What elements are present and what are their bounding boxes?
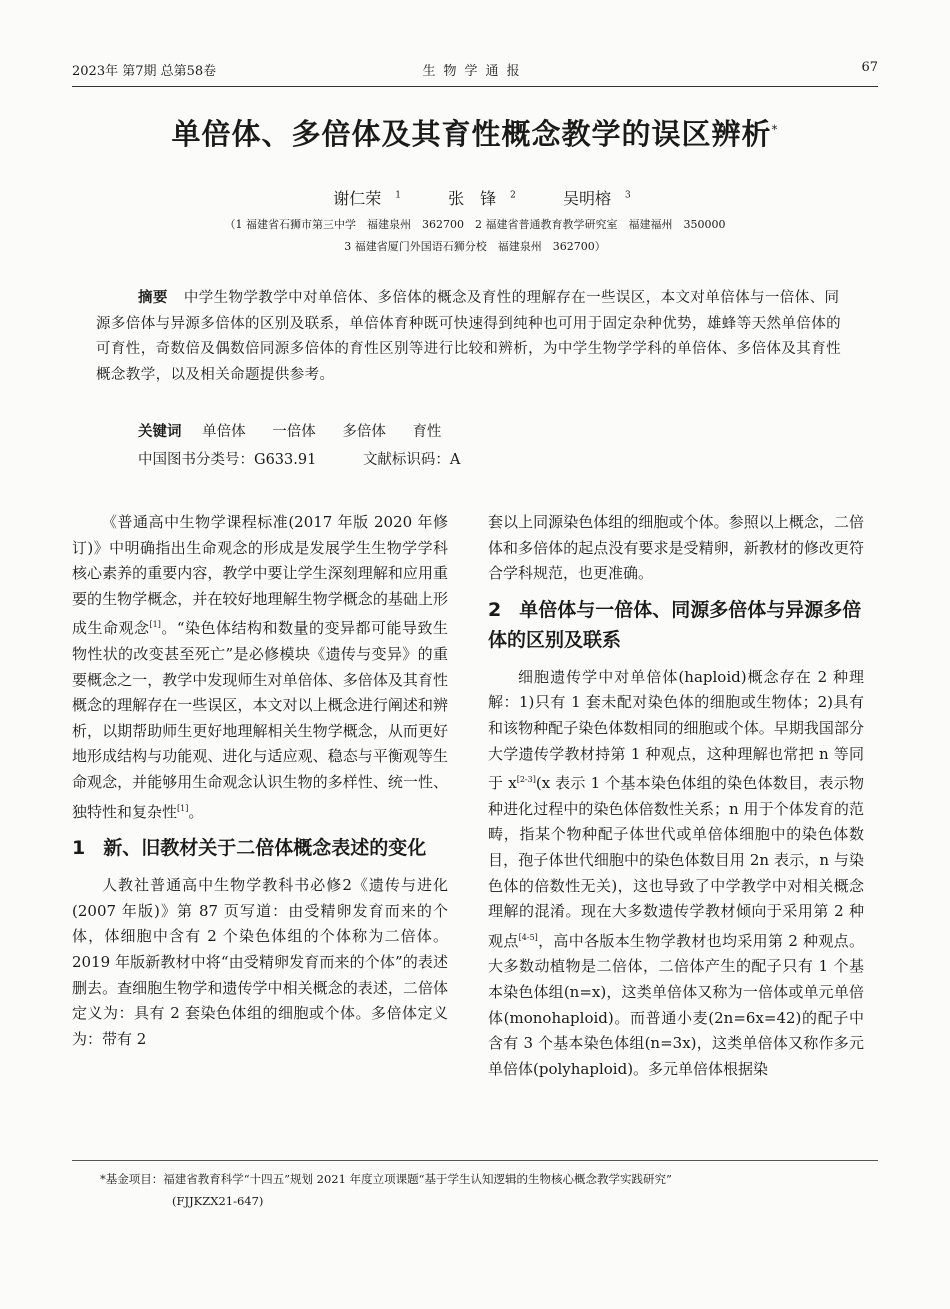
paragraph: 人教社普通高中生物学教科书必修2《遗传与进化(2007 年版)》第 87 页写道：由受精卵发育而来的个体，体细胞中含有 2 个染色体组的个体称为二倍体。2019 年版新教材中将“由受精卵发育而来的个体”的表述删去。查细胞生物学和遗传学中相关概念的表述，二倍体定义为：具有 2 套染色体组的细胞或个体。多倍体定义为：带有 2	[72, 876, 448, 1048]
funding-footnote	[100, 1168, 860, 1212]
affiliation-line: 3 福建省厦门外国语石狮分校 福建泉州 362700）	[344, 240, 606, 253]
abstract-text: 中学生物学教学中对单倍体、多倍体的概念及育性的理解存在一些误区，本文对单倍体与一倍体、同源多倍体与异源多倍体的区别及联系，单倍体育种既可快速得到纯种也可用于固定杂种优势，雄蜂等天然单倍体的可育性，奇数倍及偶数倍同源多倍体的育性区别等进行比较和辨析，为中学生物学学科的单倍体、多倍体及其育性概念教学，以及相关命题提供参考。	[96, 290, 841, 383]
keyword: 多倍体	[342, 424, 386, 440]
left-column	[72, 510, 448, 1052]
author: 吴明榕 $^3$	[562, 189, 631, 208]
right-column	[488, 510, 864, 1082]
footnote-text: *基金项目：福建省教育科学“十四五”规划 2021 年度立项课题“基于学生认知逻辑的生物核心概念教学实践研究”	[100, 1172, 672, 1186]
document-code: 文献标识码：A	[362, 452, 461, 468]
classification	[138, 448, 460, 469]
citation: [1]	[149, 620, 161, 630]
abstract	[96, 286, 848, 388]
citation: [4-5]	[518, 932, 538, 942]
section-heading: 1 新、旧教材关于二倍体概念表述的变化	[72, 837, 427, 860]
journal-name: 生物学通报	[422, 64, 528, 79]
author: 张 锋 $^2$	[448, 189, 516, 208]
issue-info: 2023年 第7期 总第58卷	[72, 64, 217, 79]
footnote-divider	[72, 1160, 878, 1161]
keywords-label: 关键词	[138, 424, 182, 440]
running-header	[72, 60, 878, 84]
clc-number: 中国图书分类号：G633.91	[138, 452, 317, 468]
abstract-label: 摘要	[138, 290, 168, 306]
keywords	[138, 420, 463, 441]
citation: [1]	[177, 803, 189, 813]
author-list	[72, 186, 878, 209]
author: 谢仁荣 $^1$	[333, 189, 402, 208]
paragraph: 细胞遗传学中对单倍体(haploid)概念存在 2 种理解：1)只有 1 套未配对染色体的细胞或生物体；2)具有和该物种配子染色体数相同的细胞或个体。早期我国部分大学遗传学教材持第 1 种观点，这种理解也常把 n 等同于 x[2-3](x 表示 1 个基本染色体组的染色体数目，表示物种进化过程中的染色体倍数性关系；n 用于个体发育的范畴，指某个物种配子体世代或单倍体细胞中的染色体数目，孢子体世代细胞中的染色体数目用 2n 表示，n 与染色体的倍数性无关)，这也导致了中学教学中对相关概念理解的混淆。现在大多数遗传学教材倾向于采用第 2 种观点[4-5]，高中各版本生物学教材也均采用第 2 种观点。大多数动植物是二倍体，二倍体产生的配子只有 1 个基本染色体组(n=x)，这类单倍体又称为一倍体或单元单倍体(monohaploid)。而普通小麦(2n=6x=42)的配子中含有 3 个基本染色体组(n=3x)，这类单倍体又称作多元单倍体(polyhaploid)。多元单倍体根据染	[488, 667, 864, 1078]
paragraph: 套以上同源染色体组的细胞或个体。参照以上概念，二倍体和多倍体的起点没有要求是受精卵，新教材的修改更符合学科规范，也更准确。	[488, 513, 864, 583]
keyword: 育性	[412, 424, 442, 440]
citation: [2-3]	[516, 775, 536, 785]
keyword: 单倍体	[202, 424, 246, 440]
article-title: 单倍体、多倍体及其育性概念教学的误区辨析*	[171, 117, 779, 151]
header-divider	[72, 86, 878, 87]
affiliation-line: （1 福建省石狮市第三中学 福建泉州 362700 2 福建省普通教育教学研究室 福建福州 350000	[224, 218, 726, 231]
paragraph: 《普通高中生物学课程标准(2017 年版 2020 年修订)》中明确指出生命观念的形成是发展学生生物学学科核心素养的重要内容，教学中要让学生深刻理解和应用重要的生物学概念，并在较好地理解生物学概念的基础上形成生命观念[1]。“染色体结构和数量的变异都可能导致生物性状的改变甚至死亡”是必修模块《遗传与变异》的重要概念之一，教学中发现师生对单倍体、多倍体及其育性概念的理解存在一些误区，本文对以上概念进行阐述和辨析，以期帮助师生更好地理解相关生物学概念，从而更好地形成结构与功能观、进化与适应观、稳态与平衡观等生命观念，并能够用生命观念认识生物的多样性、统一性、独特性和复杂性[1]。	[72, 513, 448, 821]
keyword: 一倍体	[272, 424, 316, 440]
title-footnote-mark: *	[771, 122, 779, 137]
section-heading: 2 单倍体与一倍体、同源多倍体与异源多倍体的区别及联系	[488, 598, 862, 651]
project-code: (FJJKZX21-647)	[172, 1194, 264, 1208]
page-number: 67	[861, 60, 878, 75]
